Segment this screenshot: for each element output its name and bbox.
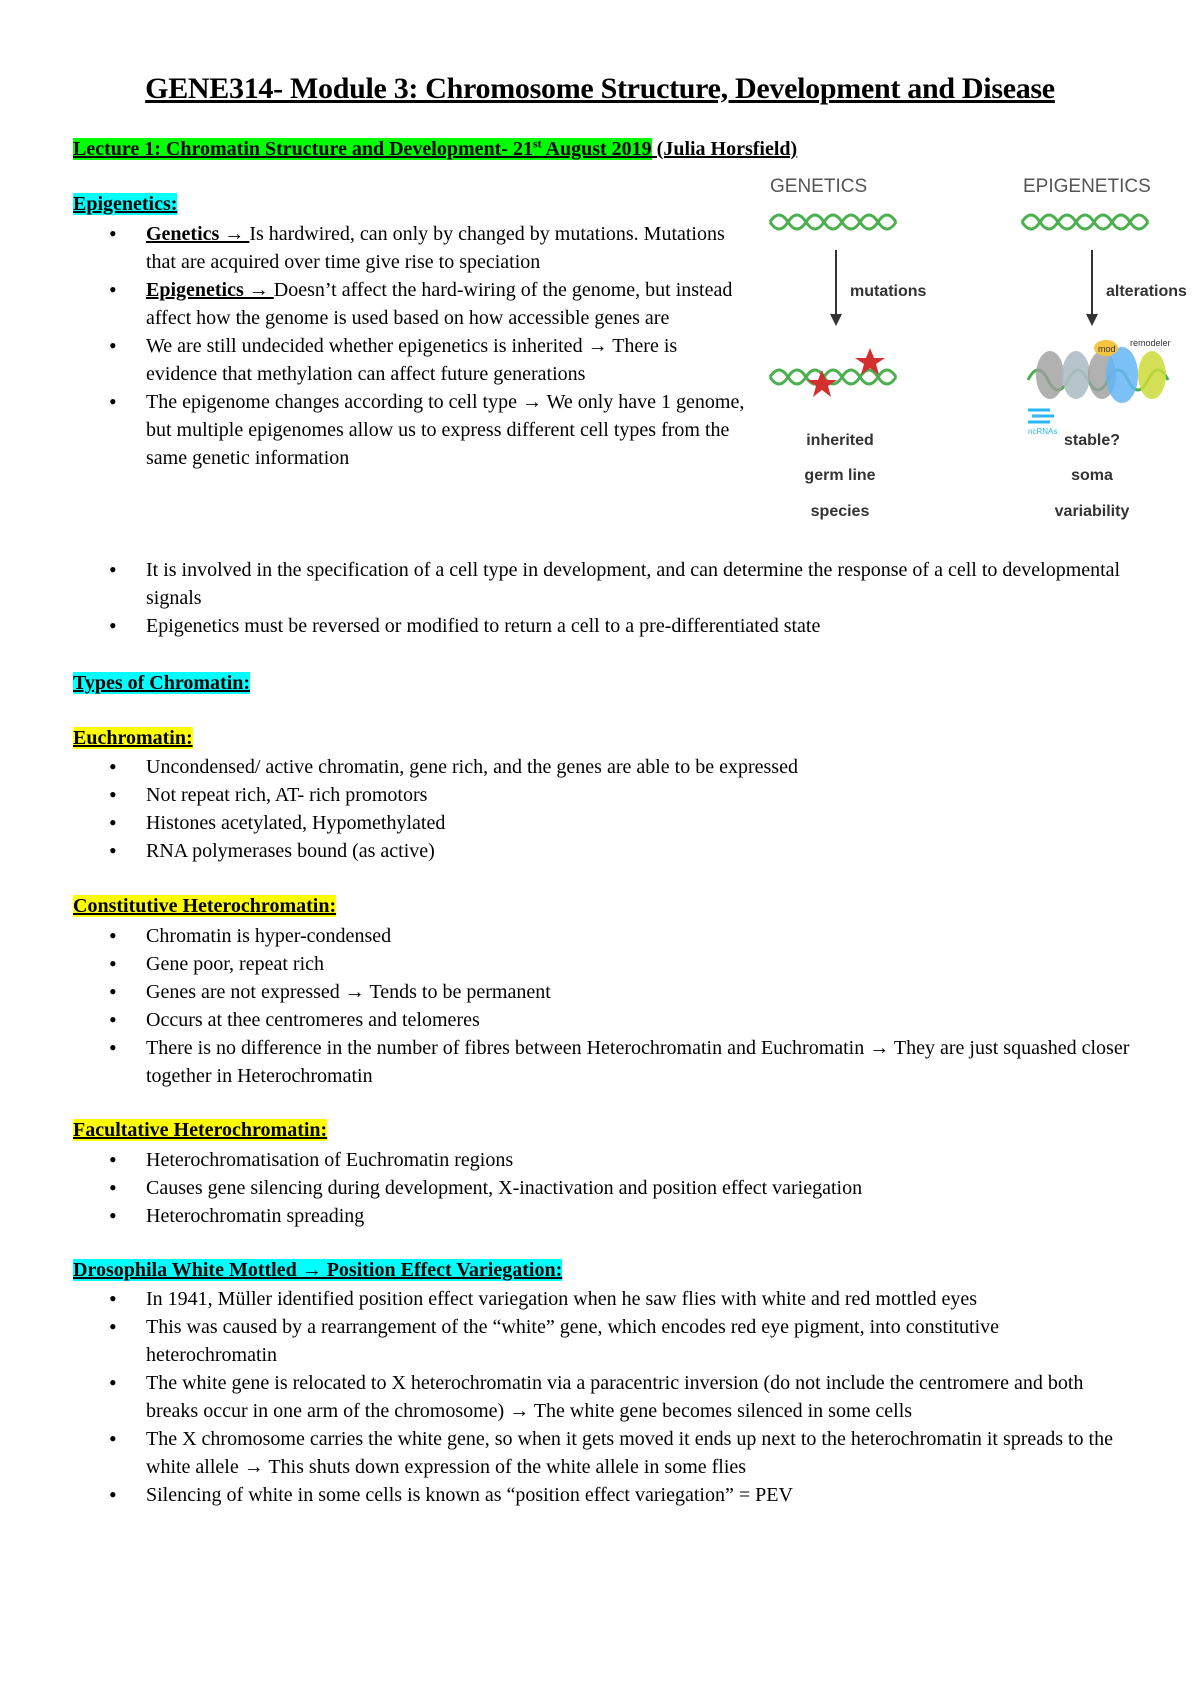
list-item: • In 1941, Müller identified position effect variegation when he saw flies with white and red mottled eyes xyxy=(73,1285,1133,1313)
mod-label: mod xyxy=(1098,344,1116,354)
euchromatin-list xyxy=(73,753,1133,865)
list-item: • Silencing of white in some cells is known as “position effect variegation” = PEV xyxy=(73,1481,1133,1509)
list-item: • Heterochromatin spreading xyxy=(73,1202,1133,1230)
list-item: • Gene poor, repeat rich xyxy=(73,950,1133,978)
euchromatin-heading: Euchromatin: xyxy=(73,727,193,749)
mutations-label: mutations xyxy=(850,283,927,300)
lecturer-name: (Julia Horsfield) xyxy=(651,138,798,160)
constitutive-heading: Constitutive Heterochromatin: xyxy=(73,895,337,917)
list-item: • Chromatin is hyper-condensed xyxy=(73,922,1133,950)
epigenetics-list xyxy=(73,220,753,472)
facultative-list xyxy=(73,1146,1133,1230)
down-arrow-icon xyxy=(1086,250,1098,326)
property-label: variability xyxy=(1054,503,1130,520)
property-label: species xyxy=(810,503,870,520)
lecture-heading xyxy=(73,138,797,161)
list-item: • Heterochromatisation of Euchromatin regions xyxy=(73,1146,1133,1174)
drosophila-heading: Drosophila White Mottled → Position Effect Variegation: xyxy=(73,1259,563,1281)
property-label: soma xyxy=(1071,467,1113,484)
list-item: • Uncondensed/ active chromatin, gene rich, and the genes are able to be expressed xyxy=(73,753,1133,781)
list-item: • Histones acetylated, Hypomethylated xyxy=(73,809,1133,837)
list-item: • The epigenome changes according to cell type → We only have 1 genome, but multiple epigenomes allow us to express different cell types from the same genetic information xyxy=(73,388,753,472)
facultative-heading: Facultative Heterochromatin: xyxy=(73,1119,328,1141)
list-item: • The X chromosome carries the white gene, so when it gets moved it ends up next to the heterochromatin it spreads to the white allele → This shuts down expression of the white allele in some flies xyxy=(73,1425,1133,1481)
ncrna-label: ncRNAs xyxy=(1028,427,1058,436)
property-label: stable? xyxy=(1063,432,1121,449)
list-item: • Genetics → Is hardwired, can only by changed by mutations. Mutations that are acquired over time give rise to speciation xyxy=(73,220,753,276)
drosophila-list xyxy=(73,1285,1133,1509)
genetics-epigenetics-diagram xyxy=(760,170,1200,530)
list-item: • The white gene is relocated to X heterochromatin via a paracentric inversion (do not include the centromere and both breaks occur in one arm of the chromosome) → The white gene becomes silenced in some cells xyxy=(73,1369,1133,1425)
list-item: • RNA polymerases bound (as active) xyxy=(73,837,1133,865)
down-arrow-icon xyxy=(830,250,842,326)
dna-helix-icon xyxy=(770,215,896,229)
epigenetics-heading: Epigenetics: xyxy=(73,193,178,215)
list-item: • Occurs at thee centromeres and telomeres xyxy=(73,1006,1133,1034)
property-label: germ line xyxy=(804,467,876,484)
alterations-label: alterations xyxy=(1106,283,1187,300)
list-item: • Epigenetics must be reversed or modified to return a cell to a pre-differentiated state xyxy=(73,612,1133,640)
remodeler-label: remodeler xyxy=(1130,338,1171,348)
nucleosome-cluster-icon xyxy=(1028,338,1171,436)
page-title: GENE314- Module 3: Chromosome Structure, Development and Disease xyxy=(145,72,1055,105)
types-heading: Types of Chromatin: xyxy=(73,672,251,694)
list-item: • We are still undecided whether epigenetics is inherited → There is evidence that methylation can affect future generations xyxy=(73,332,753,388)
list-item: • This was caused by a rearrangement of the “white” gene, which encodes red eye pigment, into constitutive heterochromatin xyxy=(73,1313,1133,1369)
property-label: inherited xyxy=(806,432,874,449)
lecture-label: Lecture 1: Chromatin Structure and Development- 21st August 2019 xyxy=(73,136,652,160)
list-item: • It is involved in the specification of a cell type in development, and can determine the response of a cell to developmental signals xyxy=(73,556,1133,612)
constitutive-list xyxy=(73,922,1133,1090)
list-item: • Not repeat rich, AT- rich promotors xyxy=(73,781,1133,809)
diagram-genetics-title: GENETICS xyxy=(770,176,868,197)
list-item: • Genes are not expressed → Tends to be permanent xyxy=(73,978,1133,1006)
epigenetics-list-continued xyxy=(73,556,1133,640)
list-item: • There is no difference in the number of fibres between Heterochromatin and Euchromatin → They are just squashed closer together in Heterochromatin xyxy=(73,1034,1133,1090)
list-item: • Causes gene silencing during development, X-inactivation and position effect variegation xyxy=(73,1174,1133,1202)
list-item: • Epigenetics → Doesn’t affect the hard-wiring of the genome, but instead affect how the genome is used based on how accessible genes are xyxy=(73,276,753,332)
diagram-epigenetics-title: EPIGENETICS xyxy=(1023,176,1151,197)
dna-helix-icon xyxy=(1022,215,1148,229)
